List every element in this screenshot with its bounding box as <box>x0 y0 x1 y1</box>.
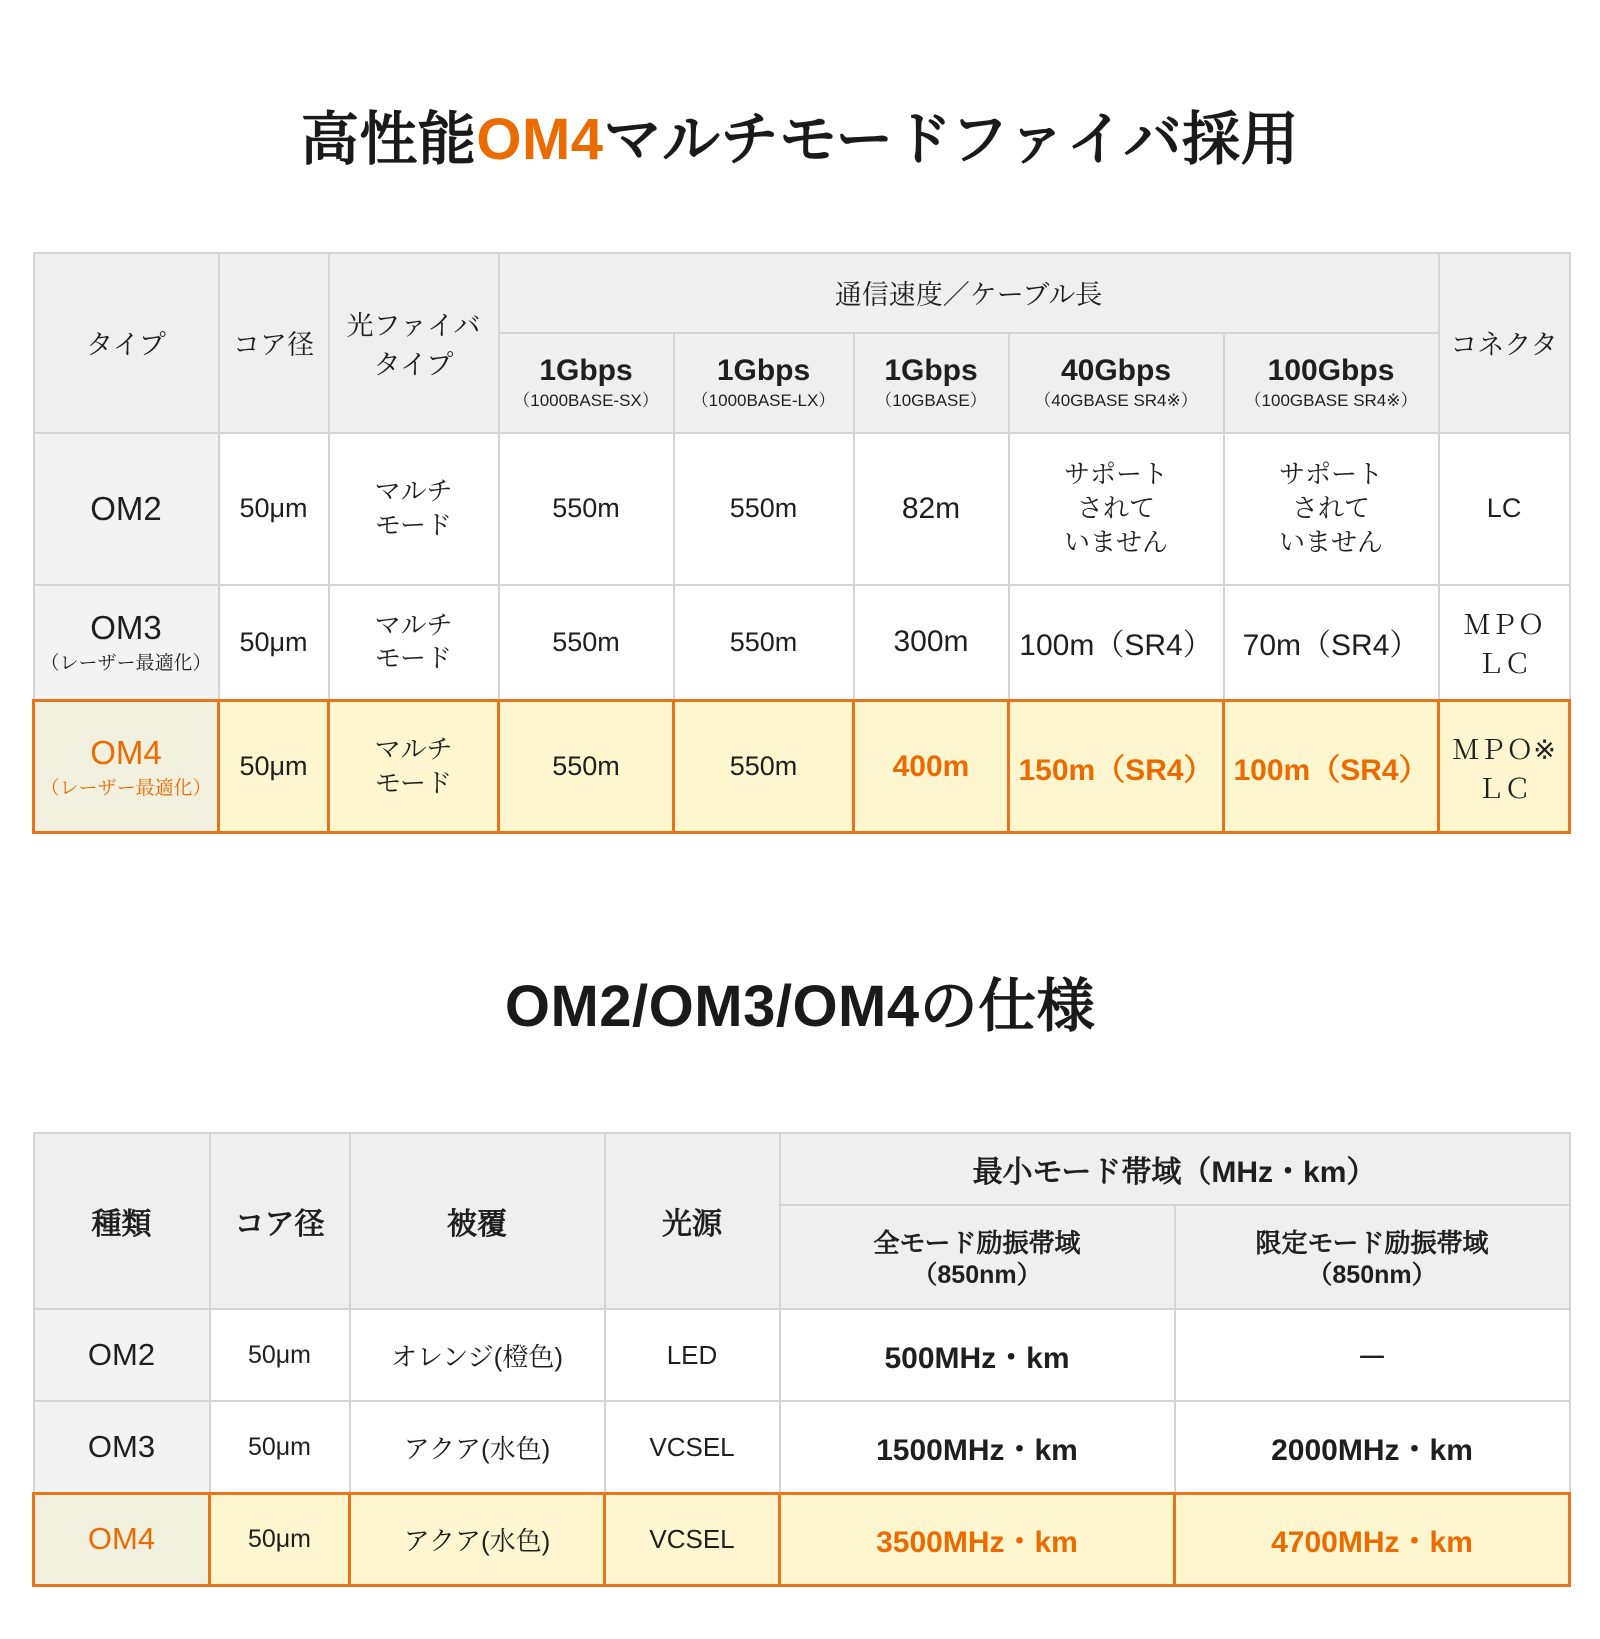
table-row <box>34 585 1570 701</box>
row-om4-connector-l2: ＬＣ <box>1477 773 1532 804</box>
row-om4-v2: 550m <box>674 701 854 833</box>
row-om2-connector: LC <box>1439 433 1570 585</box>
table-row <box>34 433 1570 585</box>
header-speed-1gbps-lx-sub: （1000BASE-LX） <box>691 391 836 411</box>
header-speed-10gbase-sub: （10GBASE） <box>875 391 987 411</box>
row-om3-fiber-l2: モード <box>375 643 452 674</box>
header-speed-10gbase <box>854 333 1009 433</box>
row-om2-v5-l2: されて <box>1292 492 1371 523</box>
spec-om4-source: VCSEL <box>605 1493 780 1585</box>
spec-om3-core: 50μm <box>210 1401 350 1493</box>
header-connector: コネクタ <box>1439 253 1570 433</box>
row-om2-v4-l1: サポート <box>1063 459 1168 490</box>
table1-header-row-1 <box>34 253 1570 333</box>
row-om4-connector-l1: ＭＰＯ※ <box>1452 734 1556 765</box>
section1-title <box>0 39 1600 213</box>
header-band-group: 最小モード帯域（MHz・km） <box>780 1133 1570 1205</box>
row-om4-fiber <box>329 701 499 833</box>
table-row <box>34 1309 1570 1401</box>
header-speed-40gbps-sub: （40GBASE SR4※） <box>1034 391 1198 411</box>
header-speed-1gbps-sx <box>499 333 674 433</box>
header-core-2: コア径 <box>210 1133 350 1309</box>
header-band-full-l2: （850nm） <box>912 1261 1042 1290</box>
row-om4-connector <box>1439 701 1570 833</box>
row-om4-fiber-l2: モード <box>375 767 452 798</box>
row-om3-connector-l1: ＭＰＯ <box>1463 610 1545 641</box>
row-om4-v1: 550m <box>499 701 674 833</box>
page-root <box>0 39 1600 1639</box>
spec-om3-coating: アクア(水色) <box>350 1401 605 1493</box>
row-om4-v4: 150m（SR4） <box>1009 701 1224 833</box>
section2-title: OM2/OM3/OM4の仕様 <box>504 974 1096 1040</box>
spec-om4-band-full: 3500MHz・km <box>780 1493 1175 1585</box>
row-om4-type <box>34 701 219 833</box>
row-om2-v5-l3: いません <box>1279 526 1384 557</box>
section2-table-wrap <box>0 1132 1600 1587</box>
row-om4-core: 50μm <box>219 701 329 833</box>
header-speed-group: 通信速度／ケーブル長 <box>499 253 1439 333</box>
header-band-limited-l1: 限定モード励振帯域 <box>1255 1228 1489 1259</box>
fiber-comparison-table <box>32 252 1571 835</box>
spec-om3-kind: OM3 <box>34 1401 210 1493</box>
row-om2-v5-l1: サポート <box>1279 459 1384 490</box>
spec-om4-band-limited: 4700MHz・km <box>1175 1493 1570 1585</box>
spec-om2-band-limited: － <box>1175 1309 1570 1401</box>
row-om2-fiber-l1: マルチ <box>374 475 453 506</box>
header-fiber-type <box>329 253 499 433</box>
header-band-limited-l2: （850nm） <box>1307 1261 1437 1290</box>
spec-om3-band-limited: 2000MHz・km <box>1175 1401 1570 1493</box>
row-om3-core: 50μm <box>219 585 329 701</box>
spec-om2-coating: オレンジ(橙色) <box>350 1309 605 1401</box>
header-speed-100gbps <box>1224 333 1439 433</box>
header-coating: 被覆 <box>350 1133 605 1309</box>
row-om2-v4-l3: いません <box>1063 526 1168 557</box>
table-row <box>34 1401 1570 1493</box>
row-om2-v4-l2: されて <box>1076 492 1155 523</box>
row-om2-v1: 550m <box>499 433 674 585</box>
row-om3-fiber <box>329 585 499 701</box>
row-om2-v4 <box>1009 433 1224 585</box>
header-speed-100gbps-main: 100Gbps <box>1267 354 1395 388</box>
table2-header-row-1 <box>34 1133 1570 1205</box>
table-row-highlighted <box>34 1493 1570 1585</box>
header-speed-1gbps-lx-main: 1Gbps <box>716 354 811 388</box>
spec-om2-kind: OM2 <box>34 1309 210 1401</box>
row-om4-v5: 100m（SR4） <box>1224 701 1439 833</box>
spec-om3-band-full: 1500MHz・km <box>780 1401 1175 1493</box>
row-om3-type-main: OM3 <box>90 609 162 647</box>
header-core: コア径 <box>219 253 329 433</box>
header-band-full <box>780 1205 1175 1309</box>
row-om3-v4: 100m（SR4） <box>1009 585 1224 701</box>
row-om3-v3: 300m <box>854 585 1009 701</box>
row-om3-v1: 550m <box>499 585 674 701</box>
header-fiber-type-line2: タイプ <box>373 349 454 380</box>
row-om3-connector <box>1439 585 1570 701</box>
header-band-full-l1: 全モード励振帯域 <box>873 1228 1081 1259</box>
header-speed-1gbps-lx <box>674 333 854 433</box>
row-om4-fiber-l1: マルチ <box>374 733 453 764</box>
section1-title-pre: 高性能 <box>300 106 477 172</box>
row-om2-fiber <box>329 433 499 585</box>
header-speed-100gbps-sub: （100GBASE SR4※） <box>1244 391 1418 411</box>
row-om4-type-main: OM4 <box>90 733 162 771</box>
section1-table-wrap <box>0 252 1600 835</box>
header-band-limited <box>1175 1205 1570 1309</box>
row-om2-v3: 82m <box>854 433 1009 585</box>
spec-om2-band-full: 500MHz・km <box>780 1309 1175 1401</box>
header-kind: 種類 <box>34 1133 210 1309</box>
fiber-spec-table <box>32 1132 1571 1587</box>
row-om3-connector-l2: ＬＣ <box>1477 649 1532 680</box>
header-light-source: 光源 <box>605 1133 780 1309</box>
spec-om4-coating: アクア(水色) <box>350 1493 605 1585</box>
spec-om2-core: 50μm <box>210 1309 350 1401</box>
header-fiber-type-line1: 光ファイバ <box>346 310 481 341</box>
header-type: タイプ <box>34 253 219 433</box>
spec-om4-kind: OM4 <box>34 1493 210 1585</box>
header-speed-40gbps <box>1009 333 1224 433</box>
row-om3-type-sub: （レーザー最適化） <box>40 653 212 675</box>
row-om4-v3: 400m <box>854 701 1009 833</box>
row-om3-type <box>34 585 219 701</box>
table-row-highlighted <box>34 701 1570 833</box>
row-om2-type: OM2 <box>34 433 219 585</box>
row-om3-v5: 70m（SR4） <box>1224 585 1439 701</box>
header-speed-40gbps-main: 40Gbps <box>1060 354 1172 388</box>
header-speed-1gbps-sx-main: 1Gbps <box>539 354 633 388</box>
section1-title-post: マルチモードファイバ採用 <box>603 106 1300 172</box>
row-om4-type-sub: （レーザー最適化） <box>40 777 212 799</box>
row-om3-v2: 550m <box>674 585 854 701</box>
header-speed-10gbase-main: 1Gbps <box>884 354 978 388</box>
row-om2-core: 50μm <box>219 433 329 585</box>
row-om2-v2: 550m <box>674 433 854 585</box>
spec-om4-core: 50μm <box>210 1493 350 1585</box>
row-om2-fiber-l2: モード <box>375 509 452 540</box>
header-speed-1gbps-sx-sub: （1000BASE-SX） <box>513 391 659 411</box>
row-om2-v5 <box>1224 433 1439 585</box>
section1-title-accent: OM4 <box>476 106 604 172</box>
spec-om2-source: LED <box>605 1309 780 1401</box>
row-om3-fiber-l1: マルチ <box>374 609 453 640</box>
spec-om3-source: VCSEL <box>605 1401 780 1493</box>
